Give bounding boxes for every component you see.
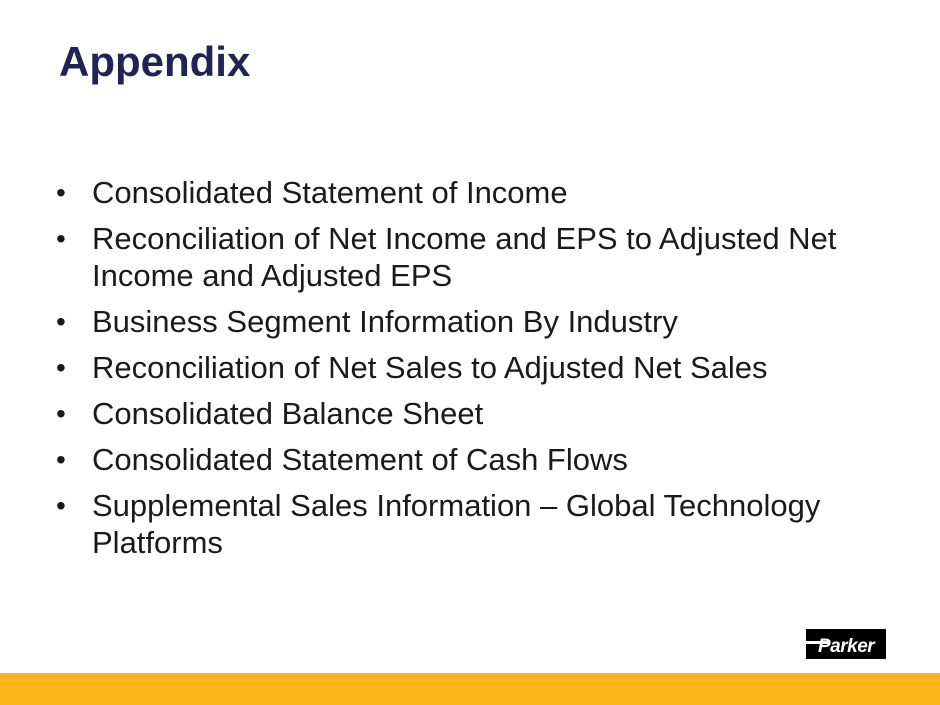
- list-item: [56, 395, 856, 432]
- list-item-text: Consolidated Balance Sheet: [92, 396, 484, 431]
- list-item-text: Consolidated Statement of Cash Flows: [92, 442, 628, 477]
- bullet-icon: •: [56, 306, 66, 337]
- bullet-icon: •: [56, 490, 66, 521]
- list-item: [56, 487, 856, 561]
- list-item: [56, 174, 856, 211]
- list-item-text: Reconciliation of Net Income and EPS to Adjusted Net Income and Adjusted EPS: [92, 221, 837, 293]
- bullet-icon: •: [56, 398, 66, 429]
- list-item-text: Consolidated Statement of Income: [92, 175, 568, 210]
- parker-logo: [806, 629, 886, 659]
- bottom-accent-bar: [0, 673, 940, 705]
- bullet-icon: •: [56, 223, 66, 254]
- list-item: [56, 441, 856, 478]
- list-item-text: Reconciliation of Net Sales to Adjusted Net Sales: [92, 350, 768, 385]
- bullet-icon: •: [56, 352, 66, 383]
- list-item-text: Supplemental Sales Information – Global Technology Platforms: [92, 488, 821, 560]
- appendix-bullet-list: [56, 174, 856, 570]
- bullet-icon: •: [56, 177, 66, 208]
- list-item: [56, 220, 856, 294]
- parker-logo-text: Parker: [818, 636, 875, 657]
- list-item: [56, 303, 856, 340]
- page-title: Appendix: [59, 38, 251, 85]
- list-item: [56, 349, 856, 386]
- bullet-icon: •: [56, 444, 66, 475]
- parker-logo-icon: [806, 629, 886, 659]
- list-item-text: Business Segment Information By Industry: [92, 304, 678, 339]
